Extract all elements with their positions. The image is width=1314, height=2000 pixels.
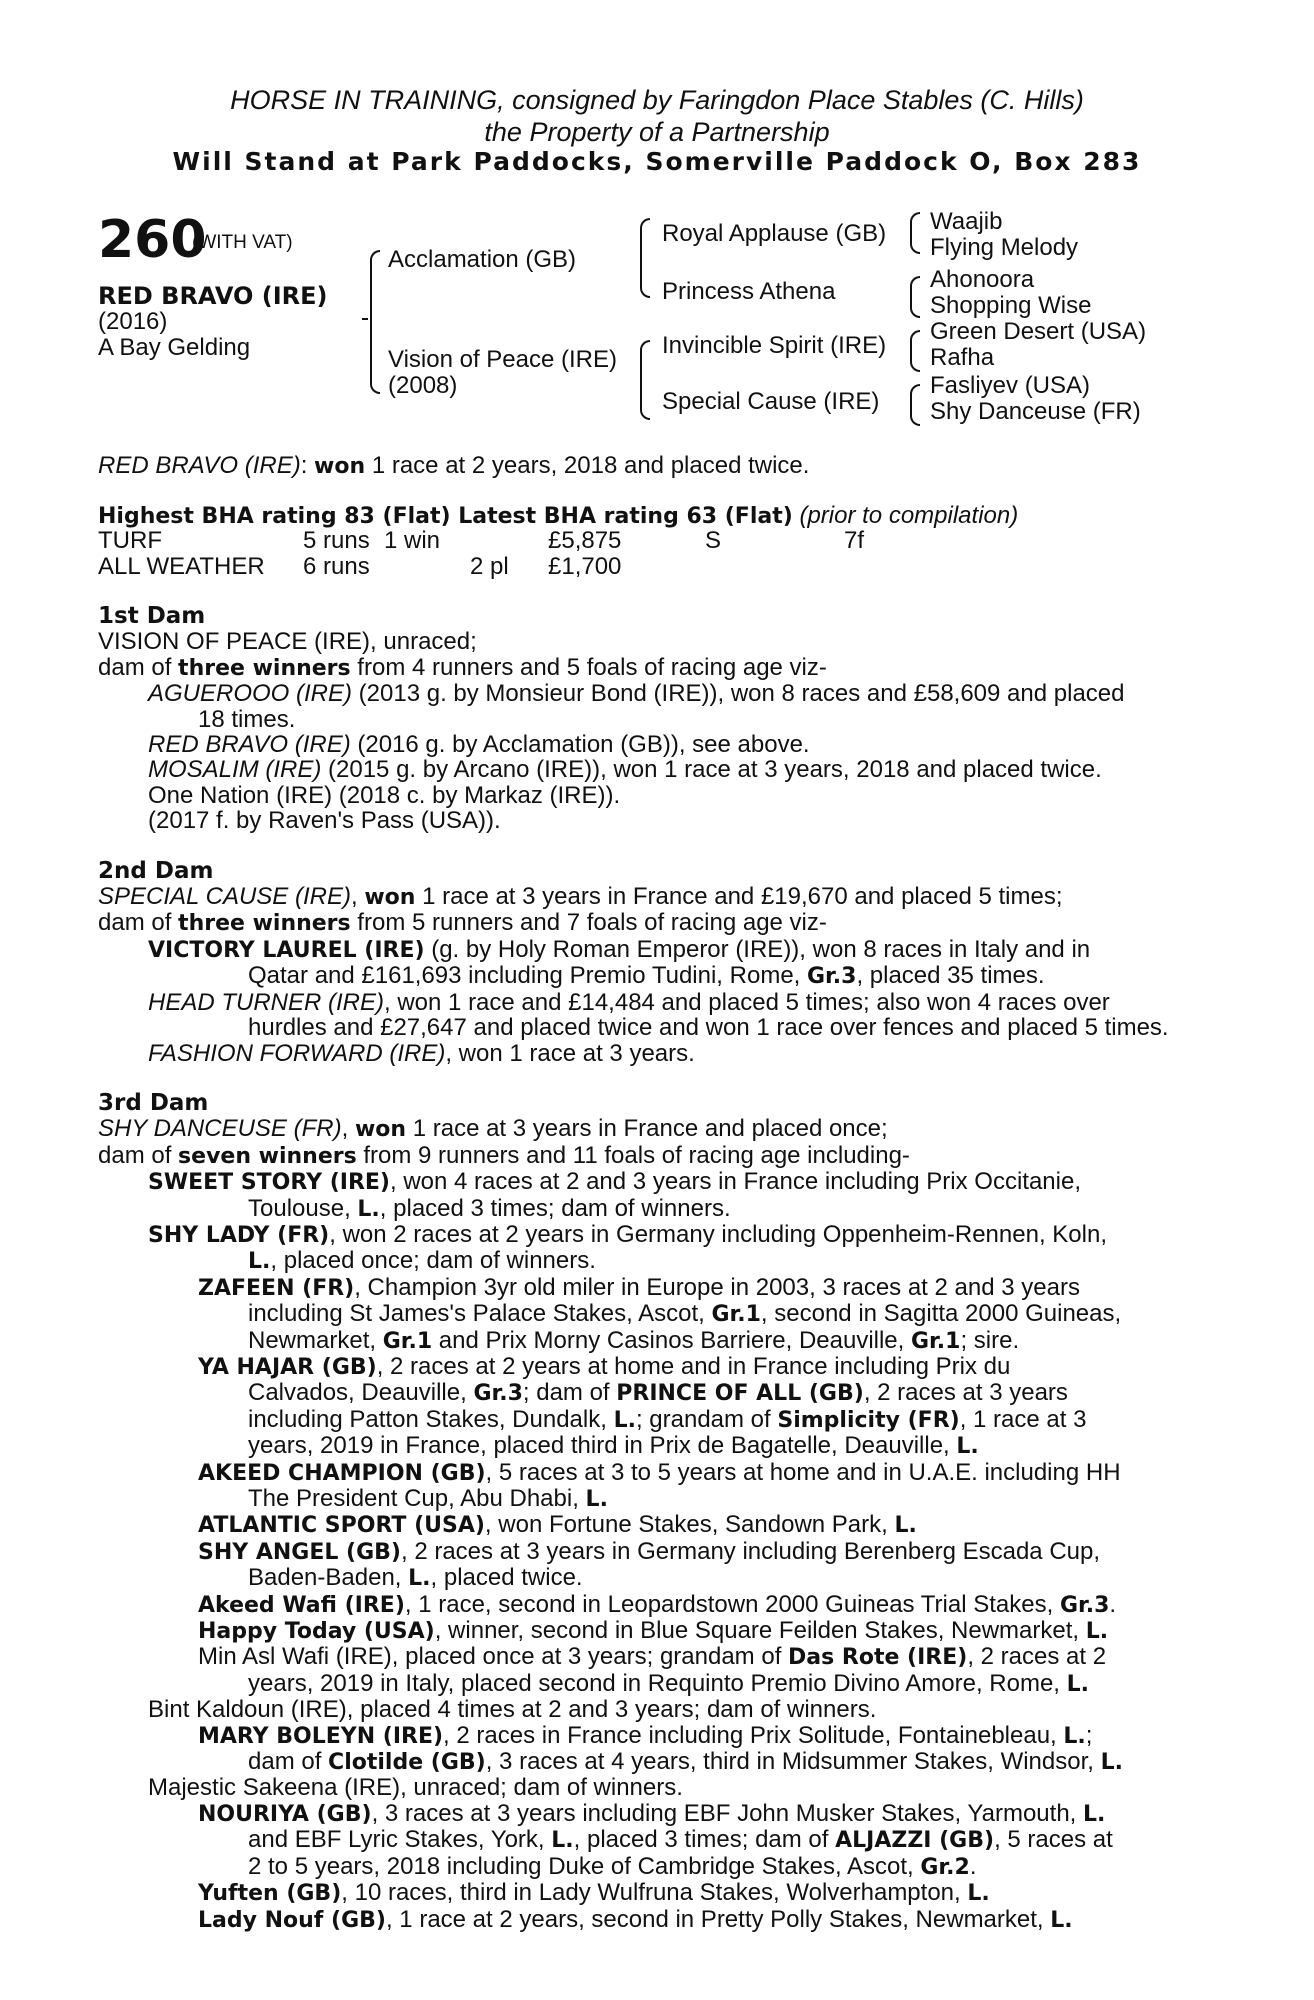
brace-g1 <box>910 212 920 234</box>
dam-sections: 1st Dam VISION OF PEACE (IRE), unraced; dam of three winners from 4 runners and 5 foals of racing age viz- AGUEROOO (IRE) (2013 g. by Monsieur Bond (IRE)), won 8 races and £58,609 and placed 18 times. RED BRAVO (IRE) (2016 g. by Acclamation (GB)), see above. MOSALIM (IRE) (2015 g. by Arcano (IRE)), won 1 race at 3 years, 2018 and placed twice. One Nation (IRE) (2018 c. by Markaz (IRE)). (2017 f. by Raven's Pass (USA)). 2nd Dam SPECIAL CAUSE (IRE), won 1 race at 3 years in France and £19,670 and placed 5 times; dam of three winners from 5 runners and 7 foals of racing age viz- VICTORY LAUREL (IRE) (g. by Holy Roman Emperor (IRE)), won 8 races in Italy and in Qatar and £161,693 including Premio Tudini, Rome, Gr.3, placed 35 times. HEAD TURNER (IRE), won 1 race and £14,484 and placed 5 times; also won 4 races over hurdles and £27,647 and placed twice and won 1 race over fences and placed 5 times. FASHION FORWARD (IRE), won 1 race at 3 years. 3rd Dam SHY DANCEUSE (FR), won 1 race at 3 years in France and placed once; dam of seven winners from 9 runners and 11 foals of racing age including- SWEET STORY (IRE), won 4 races at 2 and 3 years in France including Prix Occitanie, Toulouse, L., placed 3 times; dam of winners. SHY LADY (FR), won 2 races at 2 years in Germany including Oppenheim-Rennen, Koln, L., placed once; dam of winners. ZAFEEN (FR), Champion 3yr old miler in Europe in 2003, 3 races at 2 and 3 years including St James's Palace Stakes, Ascot, Gr.1, second in Sagitta 2000 Guineas, Newmarket, Gr.1 and Prix Morny Casinos Barriere, Deauville, Gr.1; sire. YA HAJAR (GB), 2 races at 2 years at home and in France including Prix du Calvados, Deauville, Gr.3; dam of PRINCE OF ALL (GB), 2 races at 3 years including Patton Stakes, Dundalk, L.; grandam of Simplicity (FR), 1 race at 3 years, 2019 in France, placed third in Prix de Bagatelle, Deauville, L. AKEED CHAMPION (GB), 5 races at 3 to 5 years at home and in U.A.E. including HH The President Cup, Abu Dhabi, L. ATLANTIC SPORT (USA), won Fortune Stakes, Sandown Park, L. SHY ANGEL (GB), 2 races at 3 years in Germany including Berenberg Escada Cup, Baden-Baden, L., placed twice. Akeed Wafi (IRE), 1 race, second in Leopardstown 2000 Guineas Trial Stakes, Gr.3. Happy Today (USA), winner, second in Blue Square Feilden Stakes, Newmarket, L. Min Asl Wafi (IRE), placed once at 3 years; grandam of Das Rote (IRE), 2 races at 2 years, 2019 in Italy, placed second in Requinto Premio Divino Amore, Rome, L. Bint Kaldoun (IRE), placed 4 times at 2 and 3 years; dam of winners. MARY BOLEYN (IRE), 2 races in France including Prix Solitude, Fontainebleau, L.; dam of Clotilde (GB), 3 races at 4 years, third in Midsummer Stakes, Windsor, L. Majestic Sakeena (IRE), unraced; dam of winners. NOURIYA (GB), 3 races at 3 years including EBF John Musker Stakes, Yarmouth, L. and EBF Lyric Stakes, York, L., placed 3 times; dam of ALJAZZI (GB), 5 races at 2 to 5 years, 2018 including Duke of Cambridge Stakes, Ascot, Gr.2. Yuften (GB), 10 races, third in Lady Wulfruna Stakes, Wolverhampton, L. Lady Nouf (GB), 1 race at 2 years, second in Pretty Polly Stakes, Newmarket, L. <box>98 604 1218 1933</box>
brace-point <box>362 318 368 320</box>
pedigree-sire-dam: Princess Athena <box>662 278 836 305</box>
section-heading: 3rd Dam <box>98 1089 209 1116</box>
offspring-name: MARY BOLEYN (IRE) <box>198 1723 444 1749</box>
lot-number: 260 <box>98 210 207 270</box>
ratings-note: (prior to compilation) <box>799 502 1019 529</box>
brace-g2 <box>910 232 920 254</box>
record-wins: 1 win <box>384 527 441 554</box>
race-summary: RED BRAVO (IRE): won 1 race at 2 years, 2018 and placed twice. <box>98 452 810 479</box>
record-runs: 6 runs <box>303 553 370 580</box>
brace-g7 <box>910 384 920 406</box>
pedigree-dam: Vision of Peace (IRE) <box>388 346 617 373</box>
offspring-name: Akeed Wafi (IRE) <box>198 1592 405 1618</box>
offspring-name: ATLANTIC SPORT (USA) <box>198 1513 485 1539</box>
location-line: Will Stand at Park Paddocks, Somerville Paddock O, Box 283 <box>172 147 1142 176</box>
record-distance: 7f <box>844 527 865 554</box>
brace-g6 <box>910 350 920 372</box>
brace-sire-sire <box>640 218 650 258</box>
pedigree-g3: Ahonoora <box>930 266 1035 293</box>
record-going: S <box>705 527 722 554</box>
ratings-text: Highest BHA rating 83 (Flat) Latest BHA rating 63 (Flat) <box>98 504 793 529</box>
pedigree-dam-year: (2008) <box>388 372 458 399</box>
pedigree-g7: Fasliyev (USA) <box>930 372 1091 399</box>
pedigree-g5: Green Desert (USA) <box>930 318 1147 345</box>
brace-g5 <box>910 330 920 352</box>
offspring-name: MOSALIM (IRE) <box>148 756 322 784</box>
offspring-name: Lady Nouf (GB) <box>198 1907 386 1933</box>
ownership-line: the Property of a Partnership <box>484 117 830 147</box>
brace-dam-dam <box>640 378 650 420</box>
section-heading: 1st Dam <box>98 603 206 629</box>
offspring-name: AGUEROOO (IRE) <box>148 680 353 708</box>
ratings-line <box>98 502 1018 530</box>
offspring-name: Happy Today (USA) <box>198 1619 435 1645</box>
pedigree-dam-sire: Invincible Spirit (IRE) <box>662 332 887 359</box>
offspring-name: HEAD TURNER (IRE) <box>148 988 385 1016</box>
brace-g4 <box>910 296 920 318</box>
offspring-name: YA HAJAR (GB) <box>198 1354 377 1380</box>
offspring-name: VICTORY LAUREL (IRE) <box>148 937 425 963</box>
offspring-name: NOURIYA (GB) <box>198 1801 372 1827</box>
horse-description: A Bay Gelding <box>98 334 251 361</box>
offspring-name: SWEET STORY (IRE) <box>148 1170 390 1196</box>
offspring-name: AKEED CHAMPION (GB) <box>198 1460 486 1486</box>
record-surface: ALL WEATHER <box>98 553 265 580</box>
offspring-name: ZAFEEN (FR) <box>198 1275 355 1301</box>
horse-year: (2016) <box>98 308 168 335</box>
pedigree-g1: Waajib <box>930 208 1003 235</box>
pedigree-g4: Shopping Wise <box>930 292 1092 319</box>
pedigree-g8: Shy Danceuse (FR) <box>930 398 1141 425</box>
record-prize: £1,700 <box>548 553 622 580</box>
offspring-name: SHY ANGEL (GB) <box>198 1539 401 1565</box>
brace-g3 <box>910 276 920 298</box>
vat-note: (WITH VAT) <box>192 232 293 253</box>
record-prize: £5,875 <box>548 527 622 554</box>
horse-name: RED BRAVO (IRE) <box>98 282 328 310</box>
brace-sire-dam <box>640 256 650 298</box>
offspring-name: RED BRAVO (IRE) <box>148 731 351 759</box>
record-surface: TURF <box>98 527 162 554</box>
record-runs: 5 runs <box>303 527 370 554</box>
offspring-name: SHY LADY (FR) <box>148 1222 330 1248</box>
pedigree-g6: Rafha <box>930 344 995 371</box>
pedigree-sire: Acclamation (GB) <box>388 246 577 273</box>
pedigree-sire-sire: Royal Applause (GB) <box>662 220 887 247</box>
consignor-line: HORSE IN TRAINING, consigned by Faringdon Place Stables (C. Hills) <box>230 85 1084 115</box>
brace-g8 <box>910 404 920 426</box>
offspring-name: Yuften (GB) <box>198 1881 342 1907</box>
pedigree-g2: Flying Melody <box>930 234 1079 261</box>
pedigree-dam-dam: Special Cause (IRE) <box>662 388 880 415</box>
brace-dam <box>370 320 380 394</box>
section-heading: 2nd Dam <box>98 857 214 884</box>
record-placed: 2 pl <box>470 553 509 580</box>
brace-sire <box>370 250 380 322</box>
brace-dam-sire <box>640 340 650 380</box>
summary-horse: RED BRAVO (IRE) <box>98 452 301 479</box>
offspring-name: FASHION FORWARD (IRE) <box>148 1039 446 1067</box>
